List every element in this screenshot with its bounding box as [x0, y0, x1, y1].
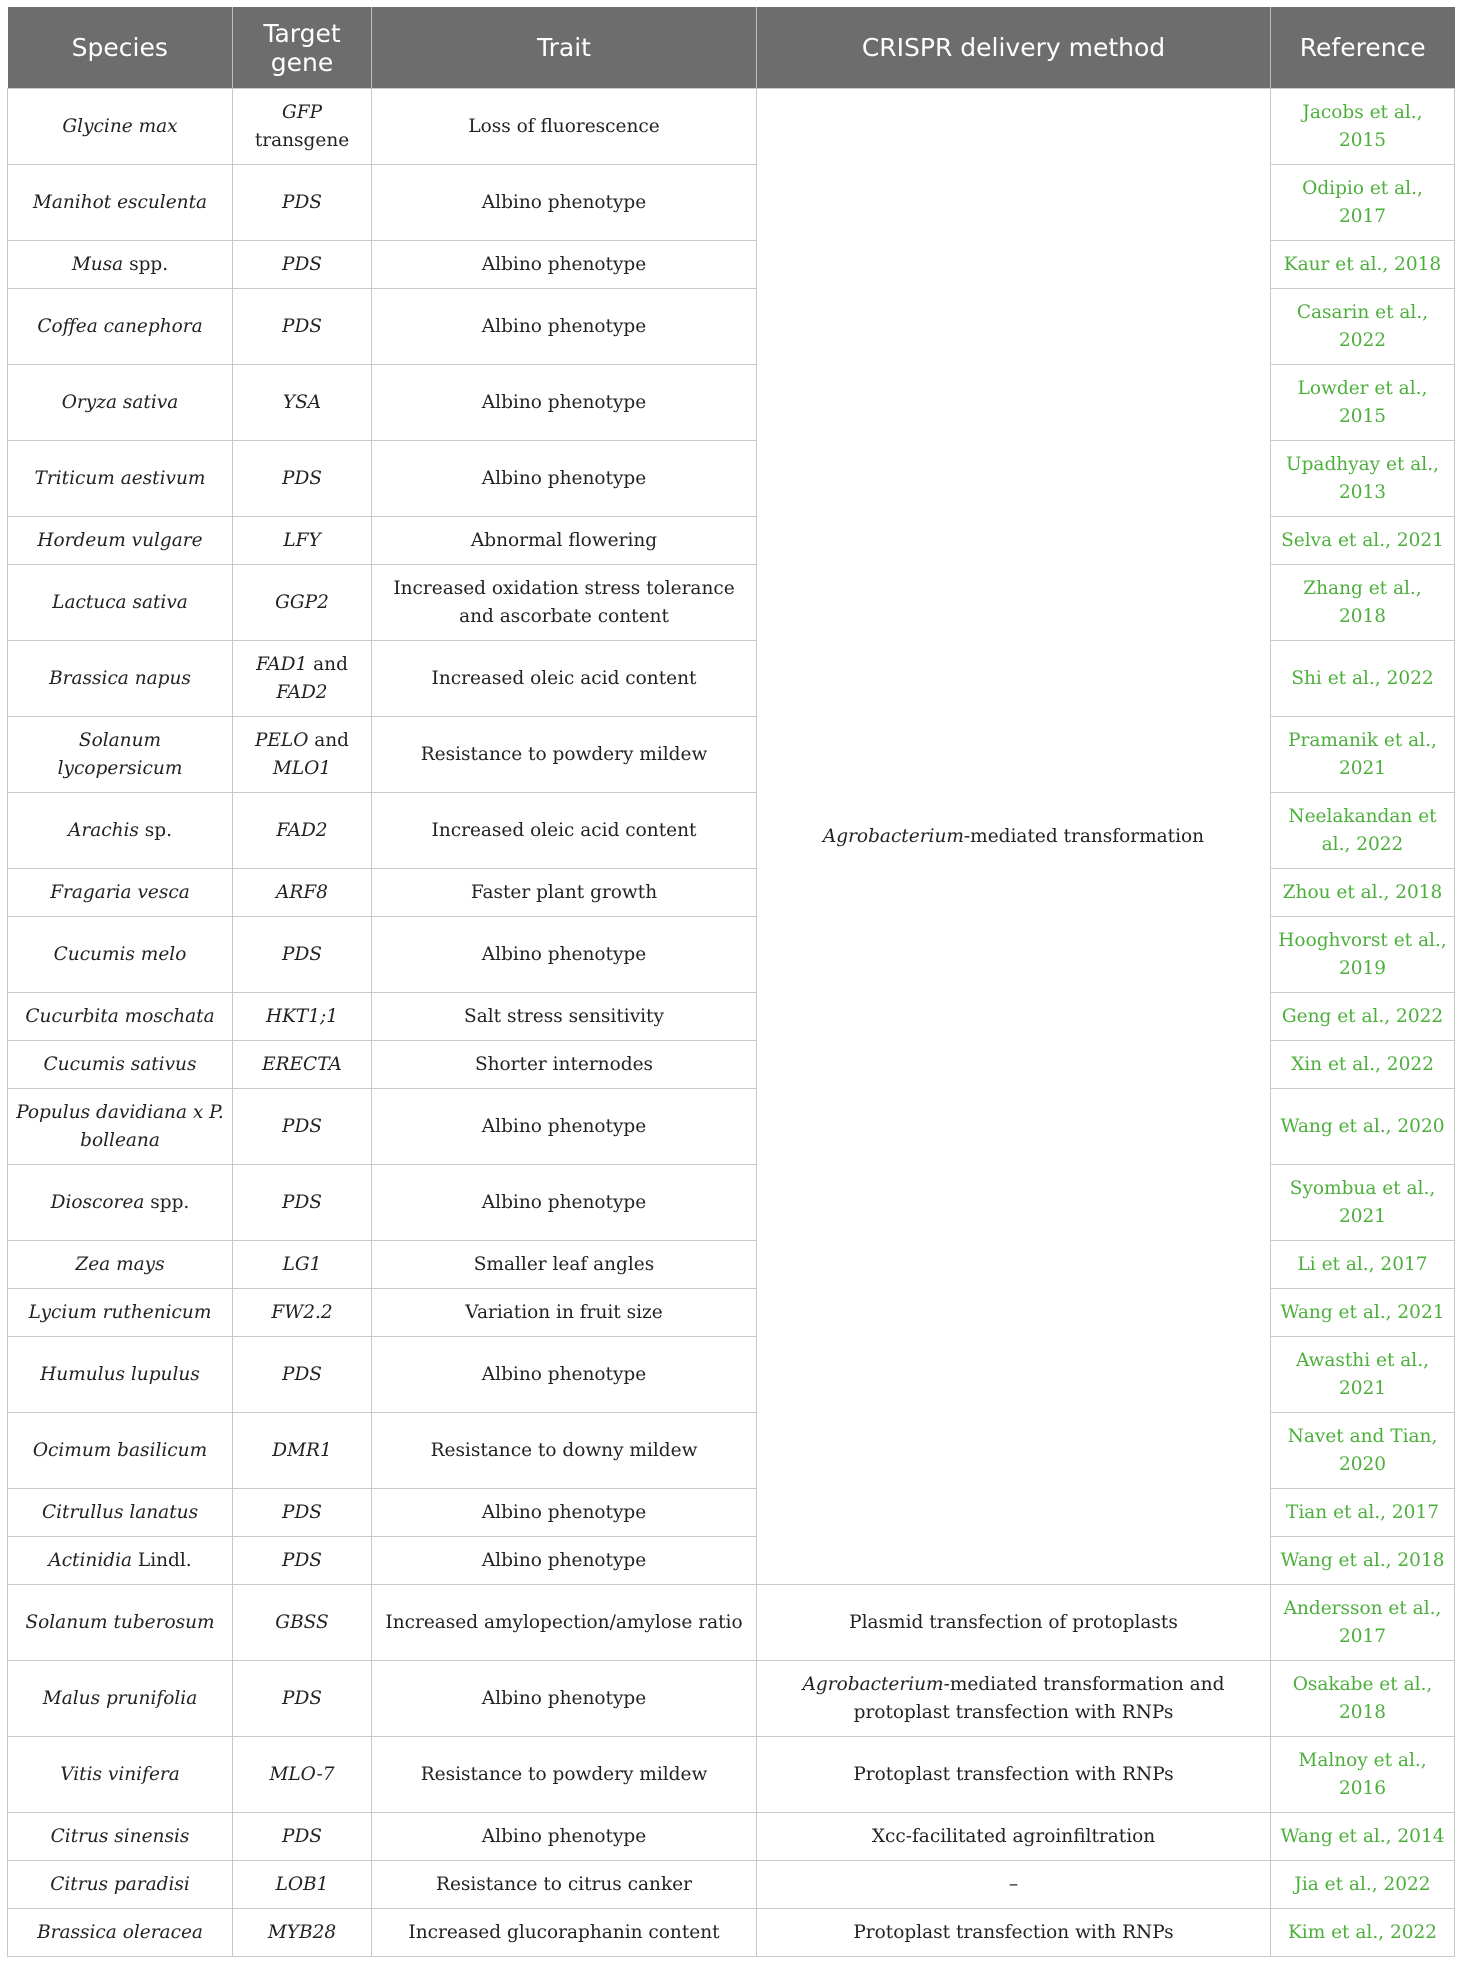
delivery-method-cell: Xcc-facilitated agroinfiltration [757, 1813, 1271, 1861]
trait-cell: Increased amylopection/amylose ratio [372, 1585, 757, 1661]
trait-cell: Increased oleic acid content [372, 641, 757, 717]
species-cell: Lycium ruthenicum [8, 1289, 233, 1337]
table-row [8, 1661, 1455, 1737]
delivery-method-cell: Agrobacterium-mediated transformation and protoplast transfection with RNPs [757, 1661, 1271, 1737]
trait-cell: Albino phenotype [372, 365, 757, 441]
header-target-gene: Target gene [233, 7, 372, 89]
reference-cell[interactable]: Shi et al., 2022 [1271, 641, 1455, 717]
reference-cell[interactable]: Kaur et al., 2018 [1271, 241, 1455, 289]
gene-cell: PDS [233, 165, 372, 241]
species-cell: Malus prunifolia [8, 1661, 233, 1737]
reference-cell[interactable]: Upadhyay et al., 2013 [1271, 441, 1455, 517]
gene-cell: LFY [233, 517, 372, 565]
trait-cell: Smaller leaf angles [372, 1241, 757, 1289]
trait-cell: Albino phenotype [372, 1813, 757, 1861]
species-cell: Manihot esculenta [8, 165, 233, 241]
header-trait: Trait [372, 7, 757, 89]
species-cell: Cucumis sativus [8, 1041, 233, 1089]
trait-cell: Albino phenotype [372, 917, 757, 993]
delivery-method-cell: Plasmid transfection of protoplasts [757, 1585, 1271, 1661]
species-cell: Zea mays [8, 1241, 233, 1289]
trait-cell: Albino phenotype [372, 441, 757, 517]
trait-cell: Variation in fruit size [372, 1289, 757, 1337]
species-cell: Arachis sp. [8, 793, 233, 869]
species-cell: Triticum aestivum [8, 441, 233, 517]
reference-cell[interactable]: Li et al., 2017 [1271, 1241, 1455, 1289]
trait-cell: Albino phenotype [372, 1089, 757, 1165]
reference-cell[interactable]: Osakabe et al., 2018 [1271, 1661, 1455, 1737]
species-cell: Citrus paradisi [8, 1861, 233, 1909]
gene-cell: MLO-7 [233, 1737, 372, 1813]
gene-cell: FW2.2 [233, 1289, 372, 1337]
reference-cell[interactable]: Awasthi et al., 2021 [1271, 1337, 1455, 1413]
reference-cell[interactable]: Syombua et al., 2021 [1271, 1165, 1455, 1241]
trait-cell: Albino phenotype [372, 1337, 757, 1413]
species-cell: Vitis vinifera [8, 1737, 233, 1813]
table-row [8, 89, 1455, 165]
reference-cell[interactable]: Wang et al., 2021 [1271, 1289, 1455, 1337]
trait-cell: Albino phenotype [372, 165, 757, 241]
table-row [8, 1861, 1455, 1909]
table-row [8, 1909, 1455, 1957]
header-species: Species [8, 7, 233, 89]
table-row [8, 1585, 1455, 1661]
species-cell: Coffea canephora [8, 289, 233, 365]
gene-cell: MYB28 [233, 1909, 372, 1957]
gene-cell: PDS [233, 1537, 372, 1585]
reference-cell[interactable]: Jacobs et al., 2015 [1271, 89, 1455, 165]
species-cell: Brassica napus [8, 641, 233, 717]
gene-cell: DMR1 [233, 1413, 372, 1489]
reference-cell[interactable]: Geng et al., 2022 [1271, 993, 1455, 1041]
gene-cell: PELO and MLO1 [233, 717, 372, 793]
reference-cell[interactable]: Hooghvorst et al., 2019 [1271, 917, 1455, 993]
gene-cell: PDS [233, 241, 372, 289]
reference-cell[interactable]: Odipio et al., 2017 [1271, 165, 1455, 241]
reference-cell[interactable]: Pramanik et al., 2021 [1271, 717, 1455, 793]
species-cell: Fragaria vesca [8, 869, 233, 917]
gene-cell: PDS [233, 1337, 372, 1413]
species-cell: Glycine max [8, 89, 233, 165]
reference-cell[interactable]: Lowder et al., 2015 [1271, 365, 1455, 441]
crispr-table [7, 7, 1455, 1957]
trait-cell: Albino phenotype [372, 1661, 757, 1737]
species-cell: Ocimum basilicum [8, 1413, 233, 1489]
species-cell: Citrus sinensis [8, 1813, 233, 1861]
gene-cell: FAD1 and FAD2 [233, 641, 372, 717]
species-cell: Humulus lupulus [8, 1337, 233, 1413]
gene-cell: GBSS [233, 1585, 372, 1661]
species-cell: Solanum lycopersicum [8, 717, 233, 793]
trait-cell: Increased oxidation stress tolerance and ascorbate content [372, 565, 757, 641]
reference-cell[interactable]: Jia et al., 2022 [1271, 1861, 1455, 1909]
trait-cell: Resistance to powdery mildew [372, 717, 757, 793]
species-cell: Lactuca sativa [8, 565, 233, 641]
gene-cell: ARF8 [233, 869, 372, 917]
trait-cell: Increased glucoraphanin content [372, 1909, 757, 1957]
trait-cell: Albino phenotype [372, 1489, 757, 1537]
trait-cell: Shorter internodes [372, 1041, 757, 1089]
reference-cell[interactable]: Casarin et al., 2022 [1271, 289, 1455, 365]
gene-cell: PDS [233, 1661, 372, 1737]
reference-cell[interactable]: Tian et al., 2017 [1271, 1489, 1455, 1537]
trait-cell: Albino phenotype [372, 1537, 757, 1585]
reference-cell[interactable]: Wang et al., 2018 [1271, 1537, 1455, 1585]
delivery-method-cell-merged: Agrobacterium-mediated transformation [757, 89, 1271, 1585]
delivery-method-cell: Protoplast transfection with RNPs [757, 1737, 1271, 1813]
trait-cell: Faster plant growth [372, 869, 757, 917]
reference-cell[interactable]: Xin et al., 2022 [1271, 1041, 1455, 1089]
reference-cell[interactable]: Wang et al., 2014 [1271, 1813, 1455, 1861]
delivery-method-cell: Protoplast transfection with RNPs [757, 1909, 1271, 1957]
species-cell: Citrullus lanatus [8, 1489, 233, 1537]
species-cell: Hordeum vulgare [8, 517, 233, 565]
gene-cell: HKT1;1 [233, 993, 372, 1041]
trait-cell: Increased oleic acid content [372, 793, 757, 869]
reference-cell[interactable]: Andersson et al., 2017 [1271, 1585, 1455, 1661]
trait-cell: Albino phenotype [372, 241, 757, 289]
header-reference: Reference [1271, 7, 1455, 89]
table-row [8, 1813, 1455, 1861]
reference-cell[interactable]: Wang et al., 2020 [1271, 1089, 1455, 1165]
species-cell: Oryza sativa [8, 365, 233, 441]
trait-cell: Loss of fluorescence [372, 89, 757, 165]
reference-cell[interactable]: Selva et al., 2021 [1271, 517, 1455, 565]
table-row [8, 1737, 1455, 1813]
header-delivery-method: CRISPR delivery method [757, 7, 1271, 89]
species-cell: Actinidia Lindl. [8, 1537, 233, 1585]
species-cell: Populus davidiana x P. bolleana [8, 1089, 233, 1165]
species-cell: Cucurbita moschata [8, 993, 233, 1041]
species-cell: Solanum tuberosum [8, 1585, 233, 1661]
species-cell: Musa spp. [8, 241, 233, 289]
gene-cell: PDS [233, 1489, 372, 1537]
gene-cell: PDS [233, 441, 372, 517]
delivery-method-cell: – [757, 1861, 1271, 1909]
trait-cell: Abnormal flowering [372, 517, 757, 565]
trait-cell: Albino phenotype [372, 1165, 757, 1241]
gene-cell: LG1 [233, 1241, 372, 1289]
header-row [8, 7, 1455, 89]
gene-cell: YSA [233, 365, 372, 441]
trait-cell: Resistance to downy mildew [372, 1413, 757, 1489]
table-body [8, 89, 1455, 1957]
species-cell: Dioscorea spp. [8, 1165, 233, 1241]
reference-cell[interactable]: Neelakandan et al., 2022 [1271, 793, 1455, 869]
reference-cell[interactable]: Zhang et al., 2018 [1271, 565, 1455, 641]
gene-cell: GGP2 [233, 565, 372, 641]
gene-cell: FAD2 [233, 793, 372, 869]
species-cell: Cucumis melo [8, 917, 233, 993]
species-cell: Brassica oleracea [8, 1909, 233, 1957]
trait-cell: Albino phenotype [372, 289, 757, 365]
gene-cell: PDS [233, 1813, 372, 1861]
trait-cell: Resistance to powdery mildew [372, 1737, 757, 1813]
reference-cell[interactable]: Malnoy et al., 2016 [1271, 1737, 1455, 1813]
reference-cell[interactable]: Kim et al., 2022 [1271, 1909, 1455, 1957]
reference-cell[interactable]: Zhou et al., 2018 [1271, 869, 1455, 917]
gene-cell: PDS [233, 1089, 372, 1165]
reference-cell[interactable]: Navet and Tian, 2020 [1271, 1413, 1455, 1489]
gene-cell: PDS [233, 917, 372, 993]
gene-cell: GFP transgene [233, 89, 372, 165]
trait-cell: Salt stress sensitivity [372, 993, 757, 1041]
gene-cell: ERECTA [233, 1041, 372, 1089]
gene-cell: PDS [233, 289, 372, 365]
gene-cell: LOB1 [233, 1861, 372, 1909]
trait-cell: Resistance to citrus canker [372, 1861, 757, 1909]
gene-cell: PDS [233, 1165, 372, 1241]
